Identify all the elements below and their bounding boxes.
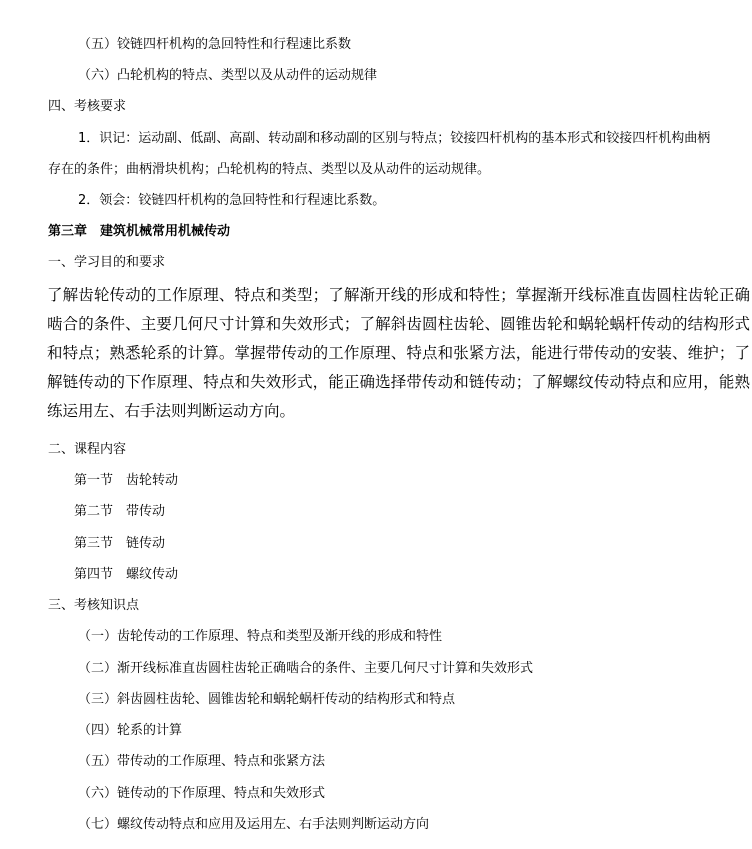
- knowledge-item-6: （六）链传动的下作原理、特点和失效形式: [78, 786, 326, 801]
- prev-item-5: （五）铰链四杆机构的急回特性和行程速比系数: [78, 37, 352, 52]
- section-item-2: 第二节 带传动: [74, 504, 166, 519]
- knowledge-item-3: （三）斜齿圆柱齿轮、圆锥齿轮和蜗轮蜗杆传动的结构形式和特点: [78, 692, 456, 707]
- knowledge-item-1: （一）齿轮传动的工作原理、特点和类型及渐开线的形成和特性: [78, 629, 443, 644]
- knowledge-item-5: （五）带传动的工作原理、特点和张紧方法: [78, 754, 326, 769]
- assessment-line-2: 2．领会：铰链四杆机构的急回特性和行程速比系数。: [78, 193, 386, 208]
- objectives-paragraph: 了解齿轮传动的工作原理、特点和类型；了解渐开线的形成和特性；掌握渐开线标准直齿圆柱齿轮正确啮合的条件、主要几何尺寸计算和失效形式；了解斜齿圆柱齿轮、圆锥齿轮和蜗轮蜗杆传动的结构形式和特点；熟悉轮系的计算。掌握带传动的工作原理、特点和张紧方法，能进行带传动的安装、维护；了解链传动的下作原理、特点和失效形式，能正确选择带传动和链传动；了解螺纹传动特点和应用，能熟练运用左、右手法则判断运动方向。: [47, 286, 750, 420]
- chapter-title: 第三章 建筑机械常用机械传动: [48, 224, 231, 239]
- knowledge-heading: 三、考核知识点: [48, 598, 140, 613]
- section-item-1: 第一节 齿轮转动: [74, 473, 179, 488]
- knowledge-item-2: （二）渐开线标准直齿圆柱齿轮正确啮合的条件、主要几何尺寸计算和失效形式: [78, 661, 534, 676]
- content-heading: 二、课程内容: [48, 442, 127, 457]
- section-item-4: 第四节 螺纹传动: [74, 567, 179, 582]
- assessment-line-1a: 1．识记：运动副、低副、高副、转动副和移动副的区别与特点；铰接四杆机构的基本形式和铰接四杆机构曲柄: [78, 131, 711, 146]
- knowledge-item-7: （七）螺纹传动特点和应用及运用左、右手法则判断运动方向: [78, 817, 430, 832]
- assessment-heading: 四、考核要求: [48, 99, 127, 114]
- assessment-line-1b: 存在的条件；曲柄滑块机构；凸轮机构的特点、类型以及从动件的运动规律。: [48, 162, 491, 177]
- objectives-heading: 一、学习目的和要求: [48, 255, 166, 270]
- knowledge-item-4: （四）轮系的计算: [78, 723, 183, 738]
- prev-item-6: （六）凸轮机构的特点、类型以及从动件的运动规律: [78, 68, 378, 83]
- section-item-3: 第三节 链传动: [74, 536, 166, 551]
